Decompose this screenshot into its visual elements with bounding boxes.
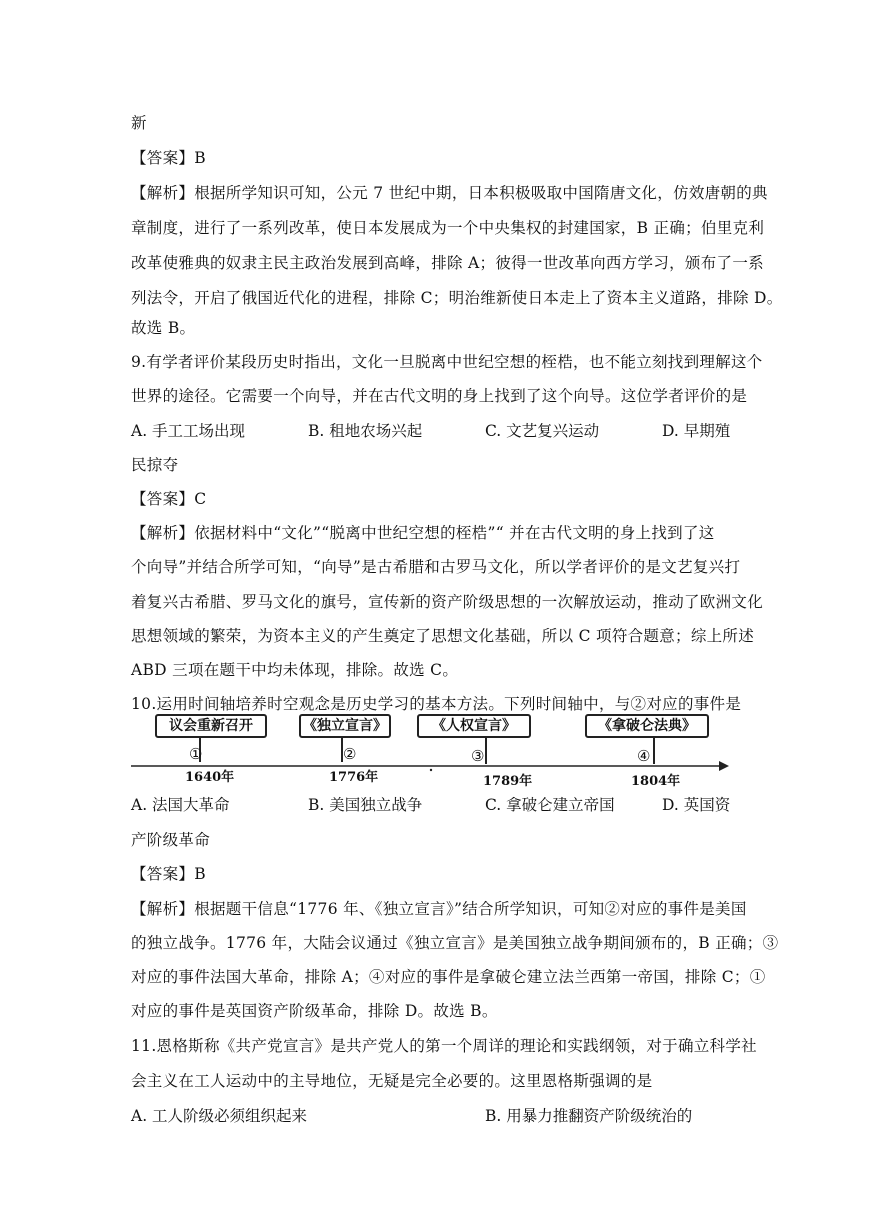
answer-line: 【答案】B xyxy=(131,149,206,167)
question-10: 10.运用时间轴培养时空观念是历史学习的基本方法。下列时间轴中，与②对应的事件是 xyxy=(131,695,742,713)
question-11: 11.恩格斯称《共产党宣言》是共产党人的第一个周详的理论和实践纲领，对于确立科学社 xyxy=(131,1037,757,1055)
timeline-year: 1789年 xyxy=(483,774,533,789)
text-line: 改革使雅典的奴隶主民主政治发展到高峰，排除 A；彼得一世改革向西方学习，颁布了一系 xyxy=(131,254,764,272)
text-line: 对应的事件是英国资产阶级革命，排除 D。故选 B。 xyxy=(131,1002,498,1020)
text-line: 列法令，开启了俄国近代化的进程，排除 C；明治维新使日本走上了资本主义道路，排除 D。 xyxy=(131,289,783,307)
text-line: 故选 B。 xyxy=(131,319,196,337)
timeline-year: 1776年 xyxy=(329,770,379,785)
text-line: 章制度，进行了一系列改革，使日本发展成为一个中央集权的封建国家，B 正确；伯里克利 xyxy=(131,219,765,237)
q11-option-a: A. 工人阶级必须组织起来 xyxy=(131,1107,308,1125)
timeline-event-label: 《拿破仑法典》 xyxy=(585,714,709,738)
q11-option-b: B. 用暴力推翻资产阶级统治的 xyxy=(485,1107,693,1125)
timeline-event-number: ② xyxy=(343,745,357,763)
text-line: 着复兴古希腊、罗马文化的旗号，宣传新的资产阶级思想的一次解放运动，推动了欧洲文化 xyxy=(131,593,764,611)
text-line: 的独立战争。1776 年，大陆会议通过《独立宣言》是美国独立战争期间颁布的，B 正确；③ xyxy=(131,934,779,952)
timeline-year: 1804年 xyxy=(631,774,681,789)
text-line: 个向导”并结合所学可知，“向导”是古希腊和古罗马文化，所以学者评价的是文艺复兴打 xyxy=(131,558,741,576)
analysis-line: 【解析】依据材料中“文化”“脱离中世纪空想的桎梏”“ 并在古代文明的身上找到了这 xyxy=(131,524,715,542)
analysis-line: 【解析】根据题干信息“1776 年、《独立宣言》”结合所学知识，可知②对应的事件是美国 xyxy=(131,900,747,918)
q10-option-b: B. 美国独立战争 xyxy=(308,796,423,814)
timeline-event-number: ③ xyxy=(471,747,485,765)
q10-option-d: D. 英国资 xyxy=(662,796,731,814)
analysis-line: 【解析】根据所学知识可知，公元 7 世纪中期，日本积极吸取中国隋唐文化，仿效唐朝的典 xyxy=(131,184,768,202)
text-line: 民掠夺 xyxy=(131,456,179,474)
q9-option-b: B. 租地农场兴起 xyxy=(308,422,423,440)
text-line: 产阶级革命 xyxy=(131,831,211,849)
text-line: 世界的途径。它需要一个向导，并在古代文明的身上找到了这个向导。这位学者评价的是 xyxy=(131,387,748,405)
q10-option-a: A. 法国大革命 xyxy=(131,796,230,814)
q9-option-d: D. 早期殖 xyxy=(662,422,731,440)
timeline-event-number: ① xyxy=(189,745,203,763)
text-line: 会主义在工人运动中的主导地位，无疑是完全必要的。这里恩格斯强调的是 xyxy=(131,1072,653,1090)
text-line: 思想领域的繁荣，为资本主义的产生奠定了思想文化基础，所以 C 项符合题意；综上所述 xyxy=(131,627,755,645)
answer-line: 【答案】C xyxy=(131,490,207,508)
answer-line: 【答案】B xyxy=(131,865,206,883)
timeline-event-label: 议会重新召开 xyxy=(155,714,267,738)
timeline-event-label: 《独立宣言》 xyxy=(299,714,391,738)
q9-option-c: C. 文艺复兴运动 xyxy=(485,422,600,440)
q10-option-c: C. 拿破仑建立帝国 xyxy=(485,796,615,814)
timeline-axis-arrow xyxy=(131,758,731,774)
timeline-figure xyxy=(131,714,731,789)
timeline-year: 1640年 xyxy=(185,770,235,785)
timeline-event-label: 《人权宣言》 xyxy=(417,714,531,738)
timeline-event-number: ④ xyxy=(637,747,651,765)
text-line: 新 xyxy=(131,114,147,132)
question-9: 9.有学者评价某段历史时指出，文化一旦脱离中世纪空想的桎梏，也不能立刻找到理解这个 xyxy=(131,353,763,371)
text-line: ABD 三项在题干中均未体现，排除。故选 C。 xyxy=(131,661,459,679)
q9-option-a: A. 手工工场出现 xyxy=(131,422,246,440)
text-line: 对应的事件法国大革命，排除 A；④对应的事件是拿破仑建立法兰西第一帝国，排除 C；① xyxy=(131,968,766,986)
